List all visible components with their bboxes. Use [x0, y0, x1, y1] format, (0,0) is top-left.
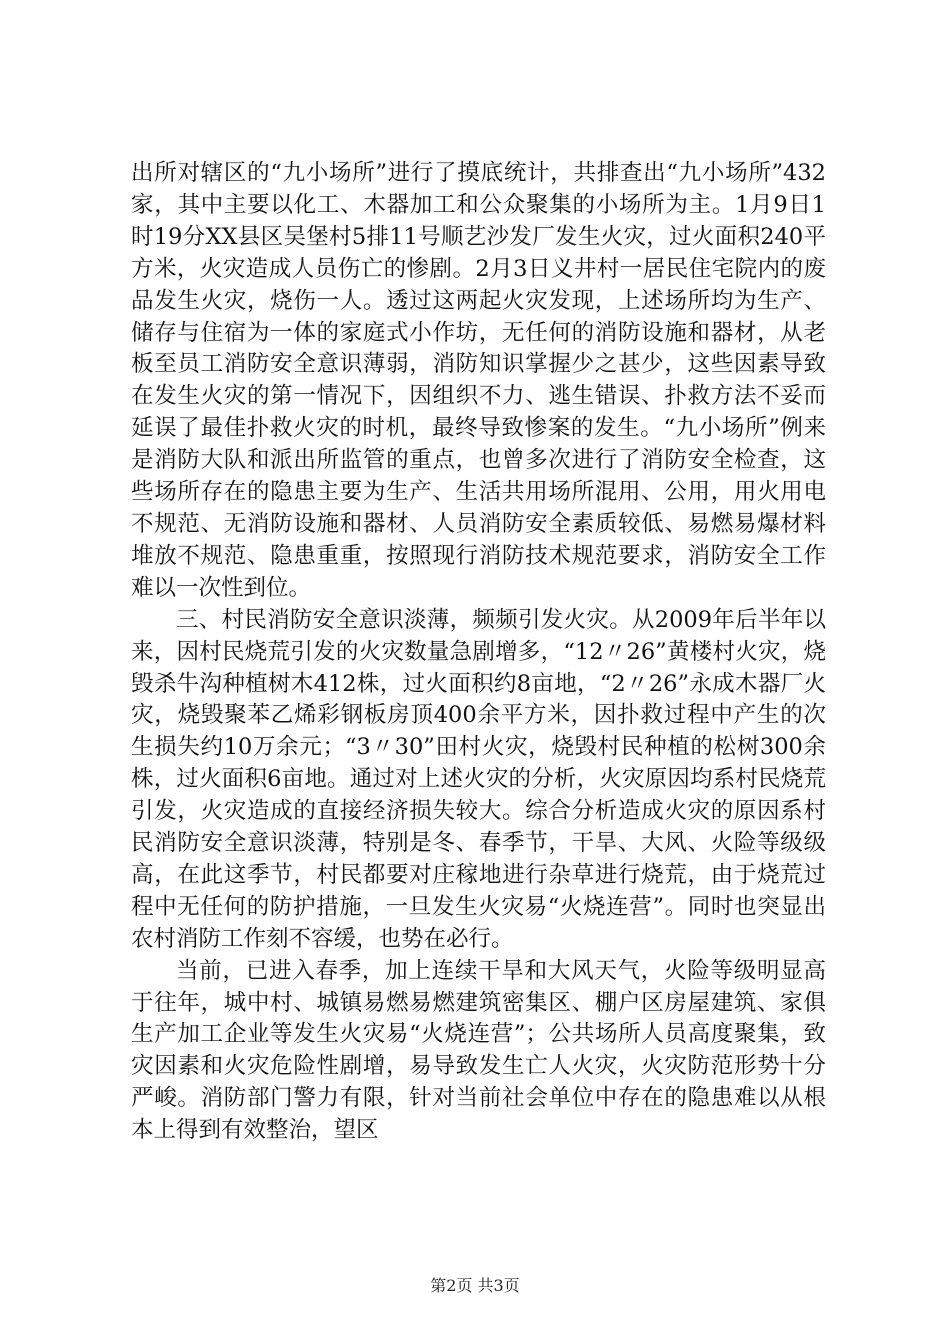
paragraph-3: 当前，已进入春季，加上连续干旱和大风天气，火险等级明显高于往年，城中村、城镇易燃易燃建筑密集区、棚户区房屋建筑、家俱生产加工企业等发生火灾易“火烧连营”；公共场所人员高度聚集，致灾因素和火灾危险性剧增，易导致发生亡人火灾，火灾防范形势十分严峻。消防部门警力有限，针对当前社会单位中存在的隐患难以从根本上得到有效整治，望区 — [131, 957, 826, 1144]
paragraph-1: 出所对辖区的“九小场所”进行了摸底统计，共排查出“九小场所”432家，其中主要以化工、木器加工和公众聚集的小场所为主。1月9日1时19分XX县区吴堡村5排11号顺艺沙发厂发生火灾，过火面积240平方米，火灾造成人员伤亡的惨剧。2月3日义井村一居民住宅院内的废品发生火灾，烧伤一人。透过这两起火灾发现，上述场所均为生产、储存与住宿为一体的家庭式小作坊，无任何的消防设施和器材，从老板至员工消防安全意识薄弱，消防知识掌握少之甚少，这些因素导致在发生火灾的第一情况下，因组织不力、逃生错误、扑救方法不妥而延误了最佳扑救火灾的时机，最终导致惨案的发生。“九小场所”例来是消防大队和派出所监管的重点，也曾多次进行了消防安全检查，这些场所存在的隐患主要为生产、生活共用场所混用、公用，用火用电不规范、无消防设施和器材、人员消防安全素质较低、易燃易爆材料堆放不规范、隐患重重，按照现行消防技术规范要求，消防安全工作难以一次性到位。 — [131, 160, 826, 601]
paragraph-2: 三、村民消防安全意识淡薄，频频引发火灾。从2009年后半年以来，因村民烧荒引发的火灾数量急剧增多，“12〃26”黄楼村火灾，烧毁杀牛沟种植树木412株，过火面积约8亩地，“2〃26”永成木器厂火灾，烧毁聚苯乙烯彩钢板房顶400余平方米，因扑救过程中产生的次生损失约10万余元；“3〃30”田村火灾，烧毁村民种植的松树300余株，过火面积6亩地。通过对上述火灾的分析，火灾原因均系村民烧荒引发，火灾造成的直接经济损失较大。综合分析造成火灾的原因系村民消防安全意识淡薄，特别是冬、春季节，干旱、大风、火险等级级高，在此这季节，村民都要对庄稼地进行杂草进行烧荒，由于烧荒过程中无任何的防护措施，一旦发生火灾易“火烧连营”。同时也突显出农村消防工作刻不容缓，也势在必行。 — [131, 606, 826, 952]
document-body — [131, 158, 826, 1147]
page-footer: 第2页 共3页 — [430, 1276, 520, 1295]
